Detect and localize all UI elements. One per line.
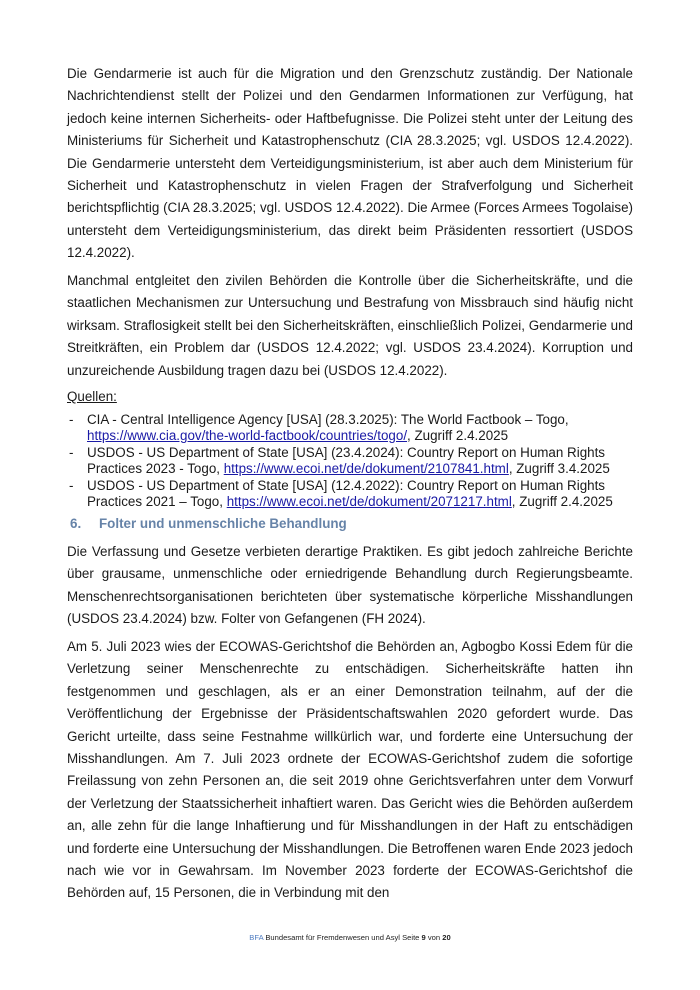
source-link[interactable]: https://www.ecoi.net/de/dokument/2071217.html bbox=[226, 493, 512, 509]
body-paragraph: Die Gendarmerie ist auch für die Migration und den Grenzschutz zuständig. Der Nationale Nachrichtendienst stellt der Polizei und den Gendarmen Informationen zur Verfügung, hat jedoch keine internen Sicherheits- oder Haftbefugnisse. Die Polizei steht unter der Leitung des Ministeriums für Sicherheit und Katastrophenschutz (CIA 28.3.2025; vgl. USDOS 12.4.2022). Die Gendarmerie untersteht dem Verteidigungsministerium, ist aber auch dem Ministerium für Sicherheit und Katastrophenschutz in vielen Fragen der Strafverfolgung und Sicherheit berichtspflichtig (CIA 28.3.2025; vgl. USDOS 12.4.2022). Die Armee (Forces Armees Togolaise) untersteht dem Verteidigungsministerium, das direkt beim Präsidenten ressortiert (USDOS 12.4.2022). bbox=[67, 66, 633, 261]
section-heading bbox=[67, 516, 347, 531]
list-item bbox=[67, 412, 647, 443]
source-text: CIA - Central Intelligence Agency [USA] (28.3.2025): The World Factbook – Togo, bbox=[87, 412, 569, 427]
bfa-logo: BFA bbox=[249, 933, 264, 942]
list-item bbox=[67, 445, 647, 476]
access-date: , Zugriff 2.4.2025 bbox=[407, 427, 509, 443]
page-total: 20 bbox=[442, 933, 451, 942]
source-text: USDOS - US Department of State [USA] (23.4.2024): Country Report on Human Rights bbox=[87, 445, 605, 461]
section-number: 6. bbox=[70, 516, 82, 531]
source-text: Practices 2021 – Togo, bbox=[87, 493, 227, 509]
page-number: 9 bbox=[421, 933, 426, 942]
access-date: , Zugriff 2.4.2025 bbox=[511, 493, 613, 509]
footer-org: Bundesamt für Fremdenwesen und Asyl Seite bbox=[263, 933, 422, 942]
body-paragraph: Manchmal entgleitet den zivilen Behörden die Kontrolle über die Sicherheitskräfte, und die staatlichen Mechanismen zur Untersuchung und Bestrafung von Missbrauch sind häufig nicht wirksam. Straflosigkeit stellt bei den Sicherheitskräften, einschließlich Polizei, Gendarmerie und Streitkräften, ein Problem dar (USDOS 12.4.2022; vgl. USDOS 23.4.2024). Korruption und unzureichende Ausbildung tragen dazu bei (USDOS 12.4.2022). bbox=[67, 273, 633, 378]
section-title: Folter und unmenschliche Behandlung bbox=[99, 516, 347, 531]
body-paragraph: Am 5. Juli 2023 wies der ECOWAS-Gerichtshof die Behörden an, Agbogbo Kossi Edem für die Verletzung seiner Menschenrechte zu entschädigen. Sicherheitskräfte hatten ihn festgenommen und geschlagen, als er an einer Demonstration teilnahm, auf der die Veröffentlichung der Ergebnisse der Präsidentschaftswahlen 2020 gefordert wurde. Das Gericht urteilte, dass seine Festnahme willkürlich war, und forderte eine Untersuchung der Misshandlungen. Am 7. Juli 2023 ordnete der ECOWAS-Gerichtshof zudem die sofortige Freilassung von zehn Personen an, die seit 2019 ohne Gerichtsverfahren unter dem Vorwurf der Verletzung der Staatssicherheit inhaftiert waren. Das Gericht wies die Behörden außerdem an, alle zehn für die lange Inhaftierung und für Misshandlungen in der Haft zu entschädigen und forderte eine Untersuchung der Misshandlungen. Die Betroffenen waren Ende 2023 jedoch nach wie vor in Gewahrsam. Im November 2023 forderte der ECOWAS-Gerichtshof die Behörden auf, 15 Personen, die in Verbindung mit den bbox=[67, 639, 633, 901]
source-link[interactable]: https://www.cia.gov/the-world-factbook/countries/togo/ bbox=[87, 427, 408, 443]
footer-of: von bbox=[425, 933, 443, 942]
bullet-dash: - bbox=[69, 445, 74, 461]
bullet-dash: - bbox=[69, 478, 74, 494]
source-link[interactable]: https://www.ecoi.net/de/dokument/2107841.html bbox=[223, 460, 509, 476]
sources-heading: Quellen: bbox=[67, 389, 117, 404]
list-item bbox=[67, 478, 647, 509]
sources-list bbox=[67, 412, 647, 512]
body-paragraph: Die Verfassung und Gesetze verbieten derartige Praktiken. Es gibt jedoch zahlreiche Berichte über grausame, unmenschliche oder erniedrigende Behandlung durch Regierungsbeamte. Menschenrechtsorganisationen berichteten über systematische körperliche Misshandlungen (USDOS 23.4.2024) bzw. Folter von Gefangenen (FH 2024). bbox=[67, 544, 633, 627]
access-date: , Zugriff 3.4.2025 bbox=[508, 460, 610, 476]
bullet-dash: - bbox=[69, 412, 74, 427]
source-text: Practices 2023 - Togo, bbox=[87, 460, 224, 476]
source-text: USDOS - US Department of State [USA] (12.4.2022): Country Report on Human Rights bbox=[87, 478, 605, 494]
page-footer bbox=[0, 933, 700, 942]
